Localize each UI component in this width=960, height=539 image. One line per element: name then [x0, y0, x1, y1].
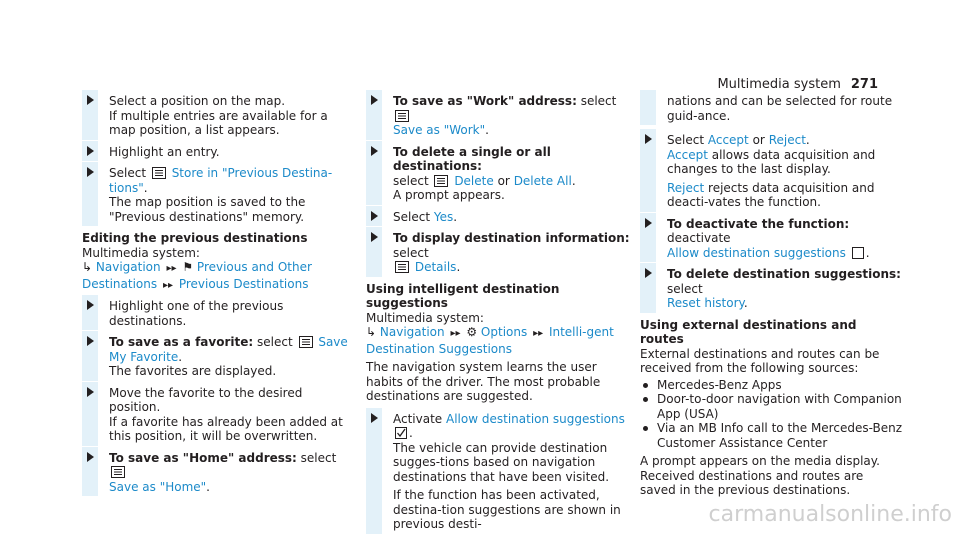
path-previous-destinations[interactable]: Previous Destinations	[178, 276, 309, 291]
reject-link[interactable]: Reject	[768, 133, 806, 147]
step-text: Activate	[393, 411, 443, 426]
step-delete: To delete a single or all destinations: select Delete or Delete All. A prompt appears.	[366, 145, 634, 203]
step-text: or	[497, 173, 510, 188]
delete-link[interactable]: Delete	[454, 173, 494, 188]
allow-suggestions-link[interactable]: Allow destination suggestions	[446, 411, 625, 426]
step-deactivate: To deactivate the function: deactivate Allow destination suggestions .	[640, 217, 902, 261]
step-arrow-icon	[87, 146, 94, 156]
save-home-link[interactable]: Save as "Home"	[109, 479, 207, 494]
details-link[interactable]: Details	[414, 260, 457, 274]
path-navigation[interactable]: Navigation	[379, 325, 445, 339]
step-arrow-icon	[645, 218, 652, 228]
step-arrow-icon	[645, 268, 652, 278]
step-arrow-icon	[371, 211, 378, 221]
step-save-favorite: To save as a favorite: select Save My Favorite. The favorites are displayed.	[82, 335, 350, 379]
list-item: Mercedes-Benz Apps	[640, 378, 902, 393]
reset-history-link[interactable]: Reset history	[667, 296, 744, 310]
step-text: The vehicle can provide destination sugges-tions based on navigation destinations that have been visited.	[393, 440, 610, 484]
path-separator-icon: ▸▸	[533, 328, 544, 339]
step-arrow-icon	[87, 452, 94, 462]
save-favorite-link[interactable]: Save My Favorite	[109, 335, 348, 364]
step-arrow-icon	[87, 95, 94, 105]
step-text: If multiple entries are available for a map position, a list appears.	[109, 108, 328, 137]
save-work-link[interactable]: Save as "Work"	[393, 123, 486, 137]
path-separator-icon: ▸▸	[450, 328, 461, 339]
path-separator-icon: ▸▸	[162, 279, 173, 291]
step-arrow-icon	[87, 336, 94, 346]
step-text: Select	[109, 166, 147, 180]
step-bold-text: To delete destination suggestions:	[667, 267, 901, 281]
step-bold-text: To save as "Home" address:	[109, 450, 297, 465]
step-arrow-icon	[371, 413, 378, 423]
delete-all-link[interactable]: Delete All	[513, 173, 572, 188]
menu-icon	[111, 466, 125, 478]
section-heading: Editing the previous destinations	[82, 231, 308, 245]
step-arrow-icon	[371, 232, 378, 242]
step-text: Highlight one of the previous destinations.	[109, 299, 284, 328]
step-text: select	[257, 335, 293, 349]
step-text: Select	[393, 209, 431, 224]
step-activate: Activate Allow destination suggestions . The vehicle can provide destination sugges-tions based on navigation destinations that have been visited. If the function has been activated, destina-tion suggestions are shown in previous desti-	[366, 412, 634, 532]
checkbox-empty-icon	[852, 247, 864, 259]
step-text: select	[580, 94, 617, 108]
step-bold-text: To display destination information:	[393, 231, 630, 245]
watermark: carmanualsonline.info	[708, 502, 952, 527]
menu-path-label: Multimedia system:	[82, 245, 200, 260]
menu-path	[366, 325, 634, 356]
step-accept-reject: Select Accept or Reject. Accept allows data acquisition and changes to the last display. Reject rejects data acquisition and deacti-vates the function.	[640, 133, 902, 210]
step-bold-text: To save as "Work" address:	[393, 94, 577, 108]
page-number: 271	[850, 77, 878, 92]
step-continuation	[640, 94, 902, 123]
menu-icon	[434, 175, 448, 187]
column-1	[82, 94, 350, 501]
path-intelligent-suggestions[interactable]: Intelli-gent Destination Suggestions	[366, 325, 614, 356]
step-arrow-icon	[87, 300, 94, 310]
step-bold-text: To deactivate the function:	[667, 216, 850, 231]
section-heading: Using intelligent destination suggestions	[366, 281, 560, 310]
step-text: Select a position on the map.	[109, 94, 286, 108]
step-save-home: To save as "Home" address: select Save as "Home".	[82, 451, 350, 495]
step-bold-text: To save as a favorite:	[109, 335, 254, 349]
step-select-position	[82, 94, 350, 138]
paragraph: A prompt appears on the media display.	[640, 454, 880, 468]
column-3	[640, 94, 902, 498]
allow-suggestions-link[interactable]: Allow destination suggestions	[667, 245, 846, 260]
step-arrow-icon	[87, 387, 94, 397]
menu-path-label: Multimedia system:	[366, 310, 484, 325]
step-save-work: To save as "Work" address: select Save as "Work".	[366, 94, 634, 138]
paragraph: Received destinations and routes are saved in the previous destinations.	[640, 468, 864, 497]
gear-icon: ⚙	[466, 325, 478, 339]
step-text: A prompt appears.	[393, 188, 505, 202]
paragraph: The navigation system learns the user habits of the driver. The most probable destinations are suggested.	[366, 360, 601, 403]
column-2	[366, 94, 634, 539]
step-text: Move the favorite to the desired position.	[109, 385, 303, 414]
step-select-yes: Select Yes.	[366, 210, 634, 225]
menu-icon	[395, 110, 409, 122]
path-previous-other[interactable]: Previous and Other Destinations	[82, 260, 312, 291]
checkbox-checked-icon	[395, 427, 407, 439]
accept-link[interactable]: Accept	[667, 147, 708, 162]
paragraph: External destinations and routes can be received from the following sources:	[640, 346, 880, 375]
yes-link[interactable]: Yes	[433, 209, 454, 224]
step-text: select	[667, 281, 703, 296]
step-text: .	[143, 180, 148, 195]
menu-icon	[299, 336, 313, 348]
step-text: select	[393, 245, 429, 260]
accept-link[interactable]: Accept	[707, 133, 749, 147]
step-arrow-icon	[371, 146, 378, 156]
menu-icon	[152, 167, 166, 179]
list-item: Via an MB Info call to the Mercedes-Benz Customer Assistance Center	[640, 421, 902, 450]
menu-path	[82, 260, 350, 293]
step-move-favorite	[82, 386, 350, 444]
step-store	[82, 166, 350, 224]
step-arrow-icon	[371, 95, 378, 105]
step-text: Select	[667, 133, 705, 147]
step-text: select	[300, 450, 337, 465]
step-details: To display destination information: select Details.	[366, 231, 634, 275]
path-return-icon: ↳	[82, 260, 93, 274]
step-bold-text: To delete a single or all destinations:	[393, 144, 551, 173]
step-highlight-previous	[82, 299, 350, 328]
step-highlight-entry	[82, 145, 350, 160]
step-text: If the function has been activated, destina-tion suggestions are shown in previous desti-	[393, 488, 621, 531]
step-arrow-icon	[87, 167, 94, 177]
list-item: Door-to-door navigation with Companion App (USA)	[640, 392, 902, 421]
step-text: If a favorite has already been added at this position, it will be overwritten.	[109, 414, 343, 443]
step-text: nations and can be selected for route guid-ance.	[667, 94, 893, 123]
store-previous-link[interactable]: Store in "Previous Destina-tions"	[109, 166, 333, 195]
step-text: select	[393, 173, 429, 188]
step-delete-suggestions: To delete destination suggestions: select Reset history.	[640, 267, 902, 311]
section-title: Multimedia system	[717, 77, 841, 92]
step-text: The map position is saved to the "Previous destinations" memory.	[109, 195, 306, 224]
step-arrow-icon	[645, 134, 652, 144]
page-header	[717, 77, 878, 92]
path-separator-icon: ▸▸	[166, 263, 177, 274]
step-text: The favorites are displayed.	[109, 364, 277, 378]
flag-icon: ⚑	[182, 260, 194, 274]
step-text: rejects data acquisition and deacti-vates the function.	[667, 180, 875, 209]
step-text: deactivate	[667, 231, 731, 245]
path-return-icon: ↳	[366, 325, 377, 339]
source-list	[640, 378, 902, 451]
path-navigation[interactable]: Navigation	[95, 260, 161, 274]
path-options[interactable]: Options	[480, 325, 528, 339]
menu-icon	[395, 261, 409, 273]
step-text: Highlight an entry.	[109, 144, 220, 159]
step-text: allows data acquisition and changes to the last display.	[667, 147, 876, 176]
section-heading: Using external destinations and routes	[640, 317, 857, 346]
step-text: or	[752, 133, 765, 147]
reject-link[interactable]: Reject	[667, 180, 705, 195]
